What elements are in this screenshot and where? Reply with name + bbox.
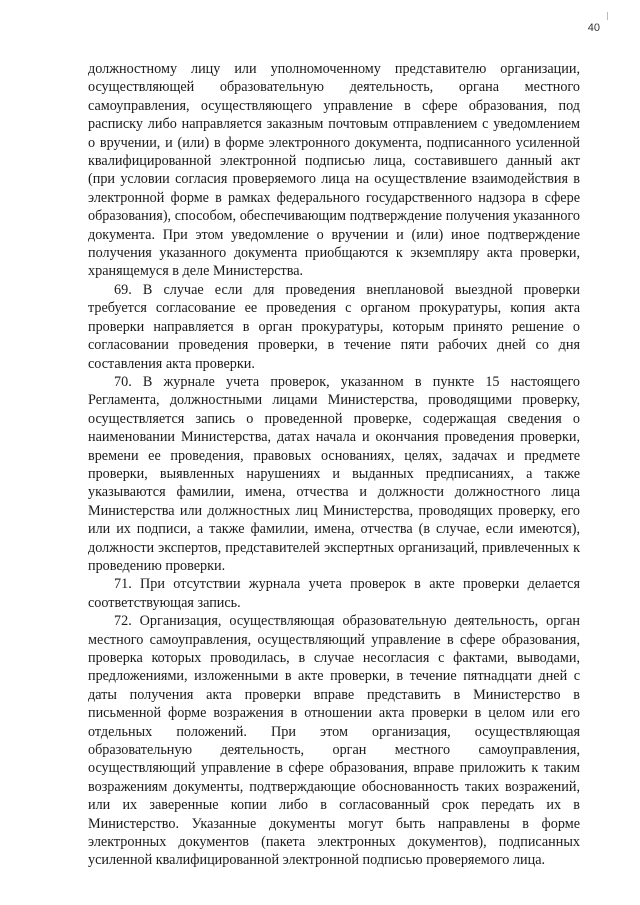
- page-number: 40: [587, 22, 600, 34]
- margin-tick: [607, 12, 608, 20]
- paragraph-71: 71. При отсутствии журнала учета проверок в акте проверки делается соответствующая запись.: [88, 576, 580, 611]
- paragraph-70: 70. В журнале учета проверок, указанном в пункте 15 настоящего Регламента, должностными лицами Министерства, проводящими проверку, осуществляется запись о проведенной проверке, содержащая сведения о наименовании Министерства, датах начала и окончания проведения проверки, времени ее проведения, правовых основаниях, целях, задачах и предмете проверки, выявленных нарушениях и выданных предписаниях, а также указываются фамилии, имена, отчества и должности должностного лица Министерства или должностных лиц Министерства, проводящих проверку, его или их подписи, а также фамилии, имена, отчества (в случае, если имеются), должности экспертов, представителей экспертных организаций, привлеченных к проведению проверки.: [88, 373, 580, 574]
- paragraph-69: 69. В случае если для проведения внеплановой выездной проверки требуется согласование ее проведения с органом прокуратуры, копия акта проверки направляется в орган прокуратуры, которым принято решение о согласовании проведения проверки, в течение пяти рабочих дней со дня составления акта проверки.: [88, 281, 580, 372]
- paragraph-72: 72. Организация, осуществляющая образовательную деятельность, орган местного самоуправления, осуществляющий управление в сфере образования, проверка которых проводилась, в случае несогласия с фактами, выводами, предложениями, изложенными в акте проверки, в течение пятнадцати дней с даты получения акта проверки вправе представить в Министерство в письменной форме возражения в отношении акта проверки в целом или его отдельных положений. При этом организация, осуществляющая образовательную деятельность, орган местного самоуправления, осуществляющий управление в сфере образования, вправе приложить к таким возражениям документы, подтверждающие обоснованность таких возражений, или их заверенные копии либо в согласованный срок передать их в Министерство. Указанные документы могут быть направлены в форме электронных документов (пакета электронных документов), подписанных усиленной квалифицированной электронной подписью проверяемого лица.: [88, 613, 580, 869]
- document-body: [88, 60, 580, 870]
- paragraph-68-continuation: должностному лицу или уполномоченному представителю организации, осуществляющей образовательную деятельность, органа местного самоуправления, осуществляющего управление в сфере образования, под расписку либо направляется заказным почтовым отправлением с уведомлением о вручении, и (или) в форме электронного документа, подписанного усиленной квалифицированной электронной подписью лица, составившего данный акт (при условии согласия проверяемого лица на осуществление взаимодействия в электронной форме в рамках федерального государственного надзора в сфере образования), способом, обеспечивающим подтверждение получения указанного документа. При этом уведомление о вручении и (или) иное подтверждение получения указанного документа приобщаются к экземпляру акта проверки, хранящемуся в деле Министерства.: [88, 61, 580, 280]
